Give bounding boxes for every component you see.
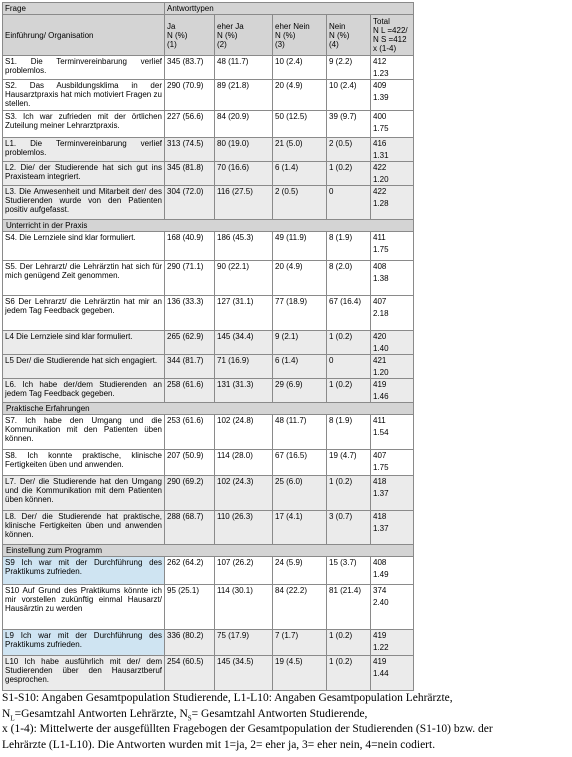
header-top-row [3, 3, 414, 15]
section-title-label: Einstellung zum Programm [6, 546, 103, 555]
nein-cell: 15 (3.7) [327, 557, 371, 585]
total-n: 422 [373, 163, 387, 172]
eher-nein-cell: 84 (22.2) [273, 585, 327, 630]
total-cell [371, 415, 414, 450]
table-row [3, 138, 414, 162]
total-cell [371, 450, 414, 476]
eher-nein-cell: 50 (12.5) [273, 111, 327, 138]
section-header-row [3, 403, 414, 415]
ja-cell: 344 (81.7) [165, 355, 215, 379]
footnote-line-4: Lehrärzte (L1-L10). Die Antworten wurden mit 1=ja, 2= eher ja, 3= eher nein, 4=nein codiert. [2, 738, 436, 751]
table-row [3, 415, 414, 450]
eher-nein-cell: 21 (5.0) [273, 138, 327, 162]
question-cell: L9 Ich war mit der Durchführung des Praktikums zufrieden. [3, 630, 165, 656]
table-row [3, 450, 414, 476]
ja-cell: 258 (61.6) [165, 379, 215, 403]
ja-cell: 254 (60.5) [165, 656, 215, 691]
total-n: 411 [373, 233, 386, 242]
nein-cell: 1 (0.2) [327, 379, 371, 403]
table-row [3, 261, 414, 296]
total-mean: 1.38 [373, 274, 389, 283]
nein-cell: 1 (0.2) [327, 162, 371, 186]
header-nein-label: Nein [329, 21, 346, 31]
total-n: 411 [373, 416, 386, 425]
total-n: 418 [373, 512, 387, 521]
total-n: 419 [373, 657, 387, 666]
total-cell [371, 138, 414, 162]
total-mean: 1.20 [373, 368, 389, 377]
question-cell: L1. Die Terminvereinbarung verlief problemlos. [3, 138, 165, 162]
eher-ja-cell: 70 (16.6) [215, 162, 273, 186]
question-cell: S4. Die Lernziele sind klar formuliert. [3, 232, 165, 261]
eher-nein-cell: 17 (4.1) [273, 511, 327, 545]
eher-nein-cell: 6 (1.4) [273, 355, 327, 379]
nein-cell: 10 (2.4) [327, 80, 371, 111]
header-eher-ja-unit: N (%) [217, 30, 238, 40]
section-title-label: Unterricht in der Praxis [6, 221, 88, 230]
nein-cell: 1 (0.2) [327, 630, 371, 656]
header-einfuehrung-label: Einführung/ Organisation [5, 30, 94, 40]
total-mean: 2.40 [373, 598, 389, 607]
table-row [3, 656, 414, 691]
header-ja-code: (1) [167, 39, 177, 49]
footnote-nl-n: N [2, 707, 11, 720]
ja-cell: 290 (71.1) [165, 261, 215, 296]
ja-cell: 95 (25.1) [165, 585, 215, 630]
header-total-mean: x (1-4) [373, 44, 397, 53]
question-cell: L4 Die Lernziele sind klar formuliert. [3, 331, 165, 355]
total-cell [371, 476, 414, 511]
eher-nein-cell: 20 (4.9) [273, 80, 327, 111]
section-header-row [3, 545, 414, 557]
total-mean: 1.39 [373, 93, 389, 102]
total-cell [371, 557, 414, 585]
total-mean: 1.54 [373, 428, 389, 437]
total-n: 408 [373, 558, 387, 567]
header-ja-label: Ja [167, 21, 176, 31]
total-mean: 1.44 [373, 669, 389, 678]
table-row [3, 296, 414, 331]
ja-cell: 168 (40.9) [165, 232, 215, 261]
eher-nein-cell: 25 (6.0) [273, 476, 327, 511]
question-cell: L3. Die Anwesenheit und Mitarbeit der/ des Studierenden wurde von den Patienten positiv aufgefasst. [3, 186, 165, 220]
table-row [3, 56, 414, 80]
total-n: 420 [373, 332, 387, 341]
header-eher-ja [215, 15, 273, 56]
total-n: 421 [373, 356, 387, 365]
header-ja-unit: N (%) [167, 30, 188, 40]
ja-cell: 336 (80.2) [165, 630, 215, 656]
header-nein [327, 15, 371, 56]
table-row [3, 511, 414, 545]
ja-cell: 345 (83.7) [165, 56, 215, 80]
section-title [3, 403, 414, 415]
footnote-nl-text: =Gesamtzahl Antworten Lehrärzte, N [14, 707, 188, 720]
eher-ja-cell: 116 (27.5) [215, 186, 273, 220]
nein-cell: 1 (0.2) [327, 476, 371, 511]
nein-cell: 19 (4.7) [327, 450, 371, 476]
footnote-ns-text: = Gesamtzahl Antworten Studierende, [191, 707, 368, 720]
header-antworttypen: Antworttypen [165, 3, 414, 15]
question-cell: L2. Die/ der Studierende hat sich gut ins Praxisteam integriert. [3, 162, 165, 186]
header-total-ns: N S =412 [373, 35, 407, 44]
ja-cell: 304 (72.0) [165, 186, 215, 220]
section-title [3, 545, 414, 557]
nein-cell: 8 (1.9) [327, 415, 371, 450]
total-mean: 1.49 [373, 570, 389, 579]
question-cell: S3. Ich war zufrieden mit der örtlichen Zuteilung meiner Lehrarztpraxis. [3, 111, 165, 138]
header-einfuehrung [3, 15, 165, 56]
total-cell [371, 585, 414, 630]
eher-ja-cell: 186 (45.3) [215, 232, 273, 261]
total-n: 422 [373, 187, 387, 196]
header-eher-nein [273, 15, 327, 56]
total-cell [371, 111, 414, 138]
table-row [3, 476, 414, 511]
nein-cell: 1 (0.2) [327, 656, 371, 691]
ja-cell: 345 (81.8) [165, 162, 215, 186]
total-mean: 1.75 [373, 245, 389, 254]
total-n: 419 [373, 631, 387, 640]
table-row [3, 162, 414, 186]
question-cell: S2. Das Ausbildungsklima in der Hausarztpraxis hat mich motiviert Fragen zu stellen. [3, 80, 165, 111]
total-mean: 1.28 [373, 199, 389, 208]
total-cell [371, 656, 414, 691]
total-cell [371, 296, 414, 331]
header-frage: Frage [3, 3, 165, 15]
header-total [371, 15, 414, 56]
footnote-nl-sub: L [10, 713, 15, 722]
section-title [3, 220, 414, 232]
eher-ja-cell: 89 (21.8) [215, 80, 273, 111]
total-cell [371, 186, 414, 220]
header-eher-nein-unit: N (%) [275, 30, 296, 40]
question-cell: L7. Der/ die Studierende hat den Umgang und die Kommunikation mit dem Patienten üben können. [3, 476, 165, 511]
table-row [3, 630, 414, 656]
eher-ja-cell: 71 (16.9) [215, 355, 273, 379]
footnote-ns-sub: S [187, 713, 192, 722]
total-mean: 1.40 [373, 344, 389, 353]
eher-nein-cell: 20 (4.9) [273, 261, 327, 296]
eher-ja-cell: 80 (19.0) [215, 138, 273, 162]
table-row [3, 331, 414, 355]
total-mean: 1.22 [373, 643, 389, 652]
total-n: 400 [373, 112, 387, 121]
total-n: 416 [373, 139, 387, 148]
total-cell [371, 331, 414, 355]
total-n: 419 [373, 380, 387, 389]
total-mean: 1.37 [373, 524, 389, 533]
total-mean: 1.20 [373, 175, 389, 184]
eher-ja-cell: 145 (34.5) [215, 656, 273, 691]
nein-cell: 67 (16.4) [327, 296, 371, 331]
total-cell [371, 56, 414, 80]
eher-nein-cell: 24 (5.9) [273, 557, 327, 585]
total-n: 374 [373, 586, 387, 595]
eher-nein-cell: 29 (6.9) [273, 379, 327, 403]
eher-ja-cell: 48 (11.7) [215, 56, 273, 80]
table-row [3, 232, 414, 261]
header-total-label: Total [373, 17, 390, 26]
total-cell [371, 355, 414, 379]
header-eher-nein-code: (3) [275, 39, 285, 49]
total-n: 408 [373, 262, 387, 271]
table-row [3, 80, 414, 111]
header-eher-ja-code: (2) [217, 39, 227, 49]
ja-cell: 290 (69.2) [165, 476, 215, 511]
nein-cell: 9 (2.2) [327, 56, 371, 80]
question-cell: L6. Ich habe der/dem Studierenden an jedem Tag Feedback gegeben. [3, 379, 165, 403]
nein-cell: 1 (0.2) [327, 331, 371, 355]
question-cell: S6 Der Lehrarzt/ die Lehrärztin hat mir an jedem Tag Feedback gegeben. [3, 296, 165, 331]
nein-cell: 0 [327, 355, 371, 379]
eher-ja-cell: 102 (24.3) [215, 476, 273, 511]
header-nein-code: (4) [329, 39, 339, 49]
total-cell [371, 511, 414, 545]
section-header-row [3, 220, 414, 232]
footnote-line-1: S1-S10: Angaben Gesamtpopulation Studierende, L1-L10: Angaben Gesamtpopulation Lehrärzte, [2, 692, 453, 704]
eher-nein-cell: 9 (2.1) [273, 331, 327, 355]
footnote-line-3: x (1-4): Mittelwerte der ausgefüllten Fragebogen der Gesamtpopulation der Studierenden (S1-10) bzw. der [2, 723, 493, 735]
header-ja [165, 15, 215, 56]
eher-ja-cell: 131 (31.3) [215, 379, 273, 403]
eher-ja-cell: 127 (31.1) [215, 296, 273, 331]
header-nein-unit: N (%) [329, 30, 350, 40]
total-mean: 1.46 [373, 392, 389, 401]
table-row [3, 379, 414, 403]
eher-ja-cell: 114 (28.0) [215, 450, 273, 476]
ja-cell: 262 (64.2) [165, 557, 215, 585]
table-footnote [2, 691, 570, 753]
eher-nein-cell: 6 (1.4) [273, 162, 327, 186]
table-row [3, 111, 414, 138]
table-row [3, 557, 414, 585]
ja-cell: 227 (56.6) [165, 111, 215, 138]
total-mean: 1.75 [373, 124, 389, 133]
ja-cell: 288 (68.7) [165, 511, 215, 545]
nein-cell: 8 (2.0) [327, 261, 371, 296]
total-cell [371, 379, 414, 403]
nein-cell: 3 (0.7) [327, 511, 371, 545]
ja-cell: 313 (74.5) [165, 138, 215, 162]
total-mean: 1.37 [373, 489, 389, 498]
total-cell [371, 80, 414, 111]
nein-cell: 81 (21.4) [327, 585, 371, 630]
question-cell: L5 Der/ die Studierende hat sich engagiert. [3, 355, 165, 379]
ja-cell: 253 (61.6) [165, 415, 215, 450]
eher-ja-cell: 90 (22.1) [215, 261, 273, 296]
nein-cell: 8 (1.9) [327, 232, 371, 261]
table-row [3, 355, 414, 379]
eher-ja-cell: 145 (34.4) [215, 331, 273, 355]
eher-ja-cell: 75 (17.9) [215, 630, 273, 656]
nein-cell: 2 (0.5) [327, 138, 371, 162]
ja-cell: 290 (70.9) [165, 80, 215, 111]
eher-ja-cell: 114 (30.1) [215, 585, 273, 630]
eher-nein-cell: 48 (11.7) [273, 415, 327, 450]
eher-ja-cell: 102 (24.8) [215, 415, 273, 450]
total-mean: 1.31 [373, 151, 389, 160]
eher-nein-cell: 10 (2.4) [273, 56, 327, 80]
footnote-line-2 [2, 707, 570, 723]
eher-nein-cell: 7 (1.7) [273, 630, 327, 656]
eher-ja-cell: 84 (20.9) [215, 111, 273, 138]
question-cell: S5. Der Lehrarzt/ die Lehrärztin hat sich für mich genügend Zeit genommen. [3, 261, 165, 296]
total-mean: 1.75 [373, 463, 389, 472]
header-eher-nein-label: eher Nein [275, 21, 310, 31]
eher-ja-cell: 107 (26.2) [215, 557, 273, 585]
section-title-label: Praktische Erfahrungen [6, 404, 90, 413]
total-n: 407 [373, 297, 387, 306]
question-cell: S7. Ich habe den Umgang und die Kommunikation mit den Patienten üben können. [3, 415, 165, 450]
survey-results-table [2, 2, 414, 691]
total-n: 412 [373, 57, 387, 66]
question-cell: L10 Ich habe ausführlich mit der/ dem Studierenden über den Hausarztberuf gesprochen. [3, 656, 165, 691]
table-row [3, 186, 414, 220]
ja-cell: 265 (62.9) [165, 331, 215, 355]
ja-cell: 207 (50.9) [165, 450, 215, 476]
header-columns-row [3, 15, 414, 56]
ja-cell: 136 (33.3) [165, 296, 215, 331]
total-n: 409 [373, 81, 387, 90]
header-eher-ja-label: eher Ja [217, 21, 244, 31]
question-cell: L8. Der/ die Studierende hat praktische, klinische Fertigkeiten üben und anwenden können. [3, 511, 165, 545]
question-cell: S8. Ich konnte praktische, klinische Fertigkeiten üben und anwenden. [3, 450, 165, 476]
eher-nein-cell: 19 (4.5) [273, 656, 327, 691]
nein-cell: 0 [327, 186, 371, 220]
eher-nein-cell: 67 (16.5) [273, 450, 327, 476]
eher-ja-cell: 110 (26.3) [215, 511, 273, 545]
total-cell [371, 162, 414, 186]
question-cell: S9 Ich war mit der Durchführung des Praktikums zufrieden. [3, 557, 165, 585]
question-cell: S1. Die Terminvereinbarung verlief problemlos. [3, 56, 165, 80]
header-total-nl: N L =422/ [373, 26, 408, 35]
total-cell [371, 232, 414, 261]
total-mean: 2.18 [373, 309, 389, 318]
total-cell [371, 261, 414, 296]
total-n: 418 [373, 477, 387, 486]
question-cell: S10 Auf Grund des Praktikums könnte ich mir vorstellen zukünftig einmal Hausarzt/ Hausärztin zu werden [3, 585, 165, 630]
total-n: 407 [373, 451, 387, 460]
table-row [3, 585, 414, 630]
eher-nein-cell: 2 (0.5) [273, 186, 327, 220]
eher-nein-cell: 49 (11.9) [273, 232, 327, 261]
total-mean: 1.23 [373, 69, 389, 78]
nein-cell: 39 (9.7) [327, 111, 371, 138]
total-cell [371, 630, 414, 656]
eher-nein-cell: 77 (18.9) [273, 296, 327, 331]
